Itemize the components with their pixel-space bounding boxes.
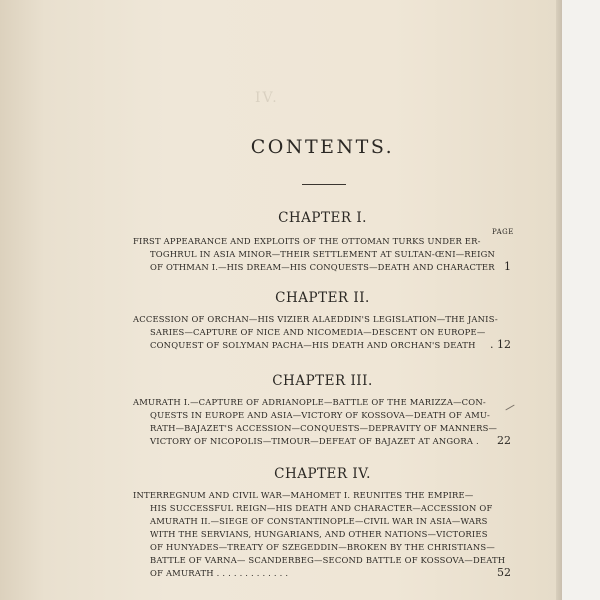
toc-line: BATTLE OF VARNA— SCANDERBEG—SECOND BATTLE OF KOSSOVA—DEATH	[150, 555, 506, 565]
toc-line: HIS SUCCESSFUL REIGN—HIS DEATH AND CHARACTER—ACCESSION OF	[150, 503, 493, 513]
toc-line: VICTORY OF NICOPOLIS—TIMOUR—DEFEAT OF BAJAZET AT ANGORA .	[150, 436, 479, 446]
toc-line: TOGHRUL IN ASIA MINOR—THEIR SETTLEMENT AT SULTAN-ŒNI—REIGN	[150, 249, 496, 259]
toc-line: SARIES—CAPTURE OF NICE AND NICOMEDIA—DESCENT ON EUROPE—	[150, 327, 486, 337]
toc-line: OF AMURATH . . . . . . . . . . . . .	[150, 568, 289, 578]
page-number: . 12	[490, 338, 511, 351]
toc-line: INTERREGNUM AND CIVIL WAR—MAHOMET I. REUNITES THE EMPIRE—	[133, 490, 474, 500]
chapter-heading: CHAPTER III.	[272, 373, 373, 389]
toc-line: RATH—BAJAZET'S ACCESSION—CONQUESTS—DEPRAVITY OF MANNERS—	[150, 423, 498, 433]
page-number: 22	[497, 434, 511, 447]
toc-line: OF HUNYADES—TREATY OF SZEGEDDIN—BROKEN BY THE CHRISTIANS—	[150, 542, 495, 552]
page-column-label: PAGE	[492, 228, 514, 236]
chapter-heading: CHAPTER IV.	[274, 466, 371, 482]
toc-line: QUESTS IN EUROPE AND ASIA—VICTORY OF KOSSOVA—DEATH OF AMU-	[150, 410, 490, 420]
toc-line: ACCESSION OF ORCHAN—HIS VIZIER ALAEDDIN'S LEGISLATION—THE JANIS-	[133, 314, 498, 324]
show-through-heading: IV.	[255, 90, 279, 106]
toc-line: WITH THE SERVIANS, HUNGARIANS, AND OTHER NATIONS—VICTORIES	[150, 529, 488, 539]
page-number: 52	[497, 566, 511, 579]
page-title: CONTENTS.	[250, 136, 395, 158]
toc-line: AMURATH II.—SIEGE OF CONSTANTINOPLE—CIVIL WAR IN ASIA—WARS	[150, 516, 488, 526]
chapter-heading: CHAPTER I.	[278, 210, 367, 226]
page-number: 1	[504, 260, 511, 273]
toc-line: CONQUEST OF SOLYMAN PACHA—HIS DEATH AND ORCHAN'S DEATH	[150, 340, 476, 350]
toc-line: FIRST APPEARANCE AND EXPLOITS OF THE OTTOMAN TURKS UNDER ER-	[133, 236, 481, 246]
chapter-heading: CHAPTER II.	[275, 290, 370, 306]
toc-line: OF OTHMAN I.—HIS DREAM—HIS CONQUESTS—DEATH AND CHARACTER	[150, 262, 495, 272]
toc-line: AMURATH I.—CAPTURE OF ADRIANOPLE—BATTLE OF THE MARIZZA—CON-	[133, 397, 486, 407]
title-rule	[302, 184, 346, 185]
